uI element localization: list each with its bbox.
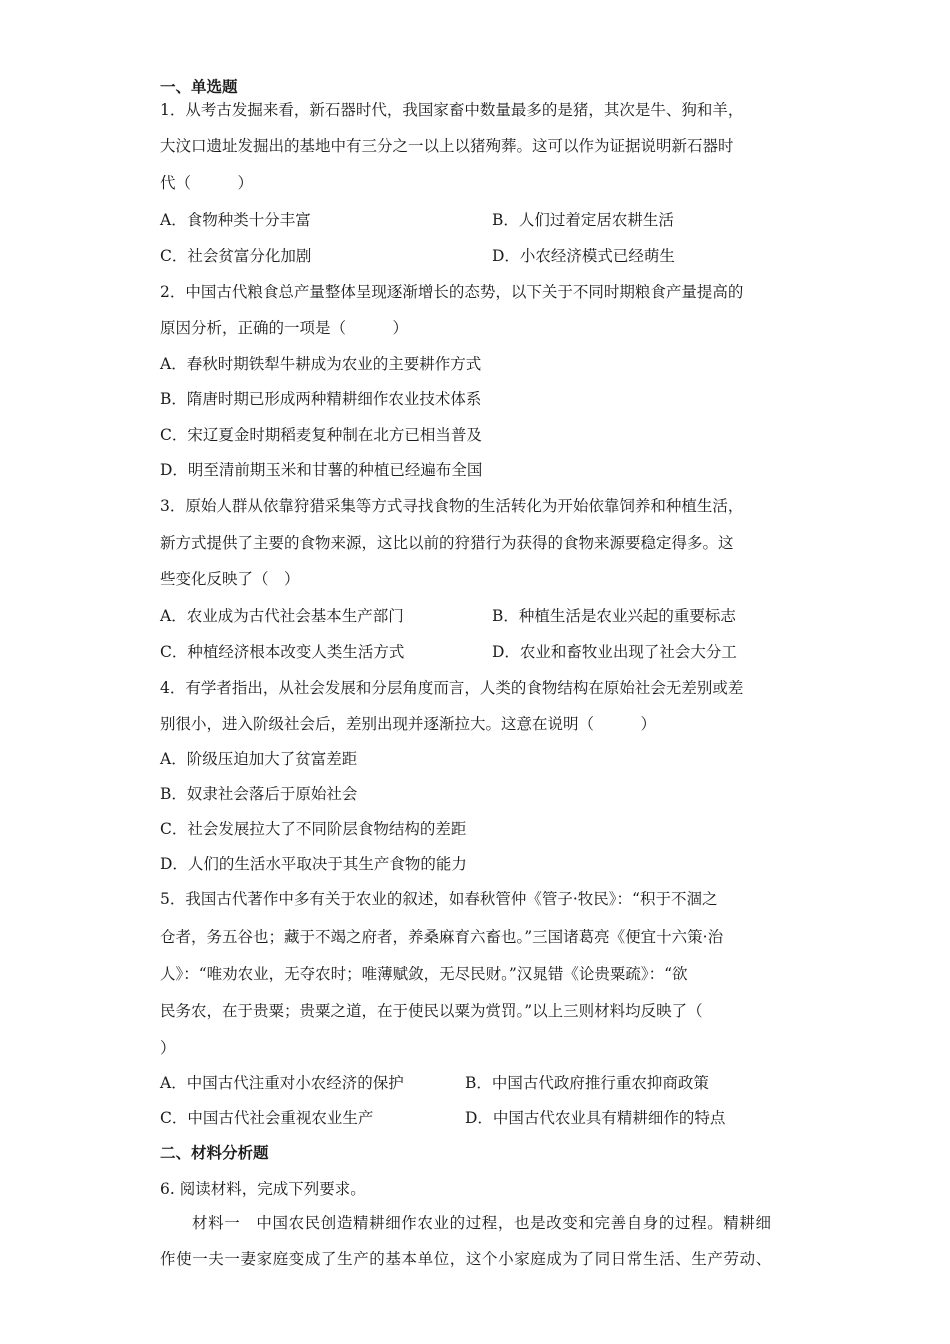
- q5-option-a[interactable]: A．中国古代注重对小农经济的保护: [160, 1074, 404, 1092]
- section-heading-material-analysis: 二、材料分析题: [160, 1143, 269, 1162]
- q5-stem-line-4: 民务农，在于贵粟；贵粟之道，在于使民以粟为赏罚。”以上三则材料均反映了（: [160, 1002, 703, 1020]
- q2-option-a[interactable]: A．春秋时期铁犁牛耕成为农业的主要耕作方式: [160, 355, 482, 373]
- q1-stem-line-3: 代（ ）: [160, 174, 254, 192]
- q3-stem-line-2: 新方式提供了主要的食物来源，这比以前的狩猎行为获得的食物来源要稳定得多。这: [160, 534, 734, 552]
- q1-stem-line-1: 1．从考古发掘来看，新石器时代，我国家畜中数量最多的是猪，其次是牛、狗和羊，: [160, 101, 744, 119]
- section-heading-single-choice: 一、单选题: [160, 77, 238, 96]
- q2-option-c[interactable]: C．宋辽夏金时期稻麦复种制在北方已相当普及: [160, 426, 482, 444]
- q3-option-b[interactable]: B．种植生活是农业兴起的重要标志: [492, 607, 736, 625]
- q2-stem-line-1: 2．中国古代粮食总产量整体呈现逐渐增长的态势，以下关于不同时期粮食产量提高的: [160, 283, 744, 301]
- q4-option-c[interactable]: C．社会发展拉大了不同阶层食物结构的差距: [160, 820, 467, 838]
- q3-option-d[interactable]: D．农业和畜牧业出现了社会大分工: [492, 643, 737, 661]
- q1-option-a[interactable]: A．食物种类十分丰富: [160, 211, 311, 229]
- q5-stem-line-1: 5．我国古代著作中多有关于农业的叙述，如春秋管仲《管子·牧民》：“积于不涸之: [160, 890, 718, 908]
- q1-stem-line-2: 大汶口遗址发掘出的基地中有三分之一以上以猪殉葬。这可以作为证据说明新石器时: [160, 137, 734, 155]
- q5-option-d[interactable]: D．中国古代农业具有精耕细作的特点: [465, 1109, 726, 1127]
- q1-option-d[interactable]: D．小农经济模式已经萌生: [492, 247, 675, 265]
- q3-stem-line-1: 3．原始人群从依靠狩猎采集等方式寻找食物的生活转化为开始依靠饲养和种植生活，: [160, 497, 744, 515]
- q3-option-a[interactable]: A．农业成为古代社会基本生产部门: [160, 607, 404, 625]
- q2-option-b[interactable]: B．隋唐时期已形成两种精耕细作农业技术体系: [160, 390, 482, 408]
- q5-stem-line-2: 仓者，务五谷也；藏于不竭之府者，养桑麻育六畜也。”三国诸葛亮《便宜十六策·治: [160, 928, 724, 946]
- q1-option-b[interactable]: B．人们过着定居农耕生活: [492, 211, 674, 229]
- q4-stem-line-1: 4．有学者指出，从社会发展和分层角度而言，人类的食物结构在原始社会无差别或差: [160, 679, 744, 697]
- q3-stem-line-3: 些变化反映了（ ）: [160, 570, 300, 588]
- q4-stem-line-2: 别很小，进入阶级社会后，差别出现并逐渐拉大。这意在说明（ ）: [160, 715, 657, 733]
- q5-stem-line-3: 人》：“唯劝农业，无夺农时；唯薄赋敛，无尽民财。”汉晁错《论贵粟疏》：“欲: [160, 965, 688, 983]
- q6-stem: 6. 阅读材料，完成下列要求。: [160, 1180, 366, 1198]
- q2-option-d[interactable]: D．明至清前期玉米和甘薯的种植已经遍布全国: [160, 461, 483, 479]
- q6-material-line-2: 作使一夫一妻家庭变成了生产的基本单位，这个小家庭成为了同日常生活、生产劳动、: [160, 1250, 772, 1268]
- q5-option-b[interactable]: B．中国古代政府推行重农抑商政策: [465, 1074, 709, 1092]
- q4-option-a[interactable]: A．阶级压迫加大了贫富差距: [160, 750, 358, 768]
- q4-option-b[interactable]: B．奴隶社会落后于原始社会: [160, 785, 358, 803]
- q4-option-d[interactable]: D．人们的生活水平取决于其生产食物的能力: [160, 855, 467, 873]
- q5-option-c[interactable]: C．中国古代社会重视农业生产: [160, 1109, 374, 1127]
- q6-material-line-1: 材料一 中国农民创造精耕细作农业的过程，也是改变和完善自身的过程。精耕细: [192, 1214, 772, 1232]
- q3-option-c[interactable]: C．种植经济根本改变人类生活方式: [160, 643, 405, 661]
- q5-stem-line-5: ）: [160, 1039, 176, 1057]
- q2-stem-line-2: 原因分析，正确的一项是（ ）: [160, 319, 409, 337]
- q1-option-c[interactable]: C．社会贫富分化加剧: [160, 247, 312, 265]
